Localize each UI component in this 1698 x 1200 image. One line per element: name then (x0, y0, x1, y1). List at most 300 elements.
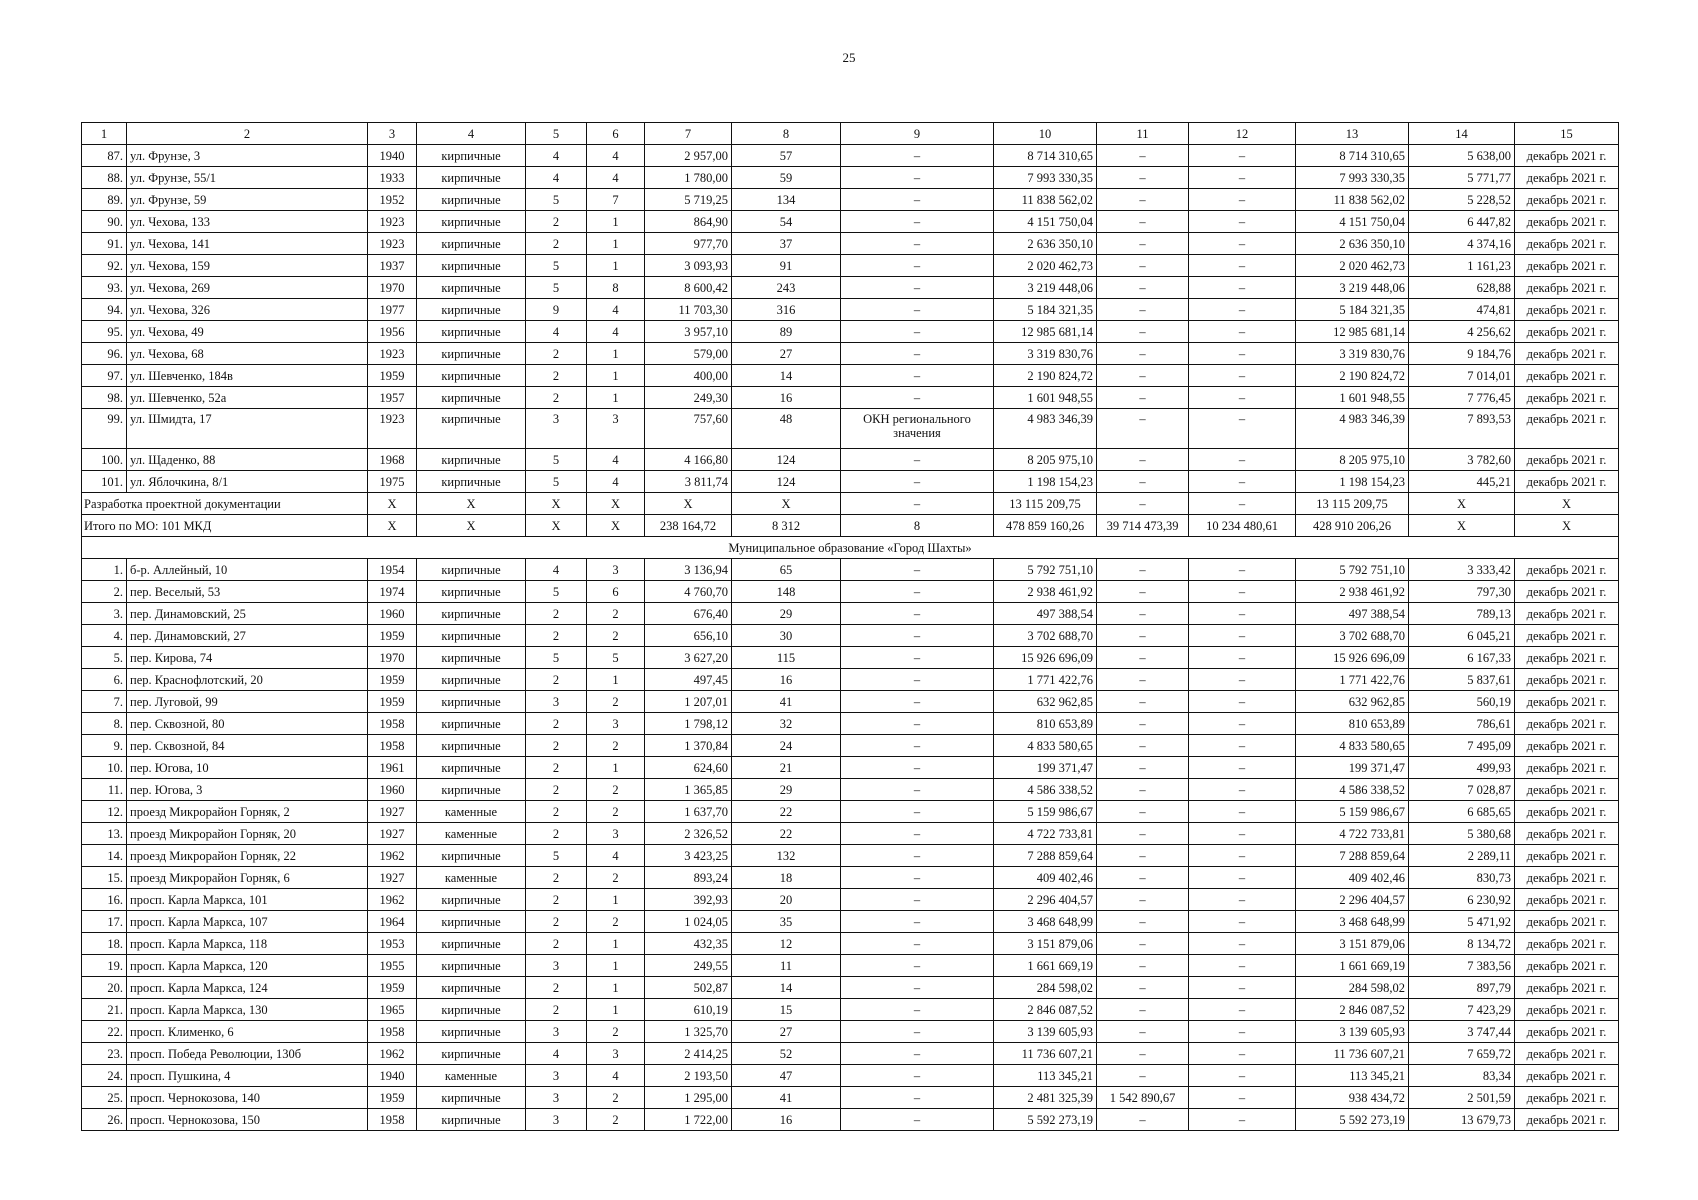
cost-per-sqm-cell: 499,93 (1409, 757, 1515, 779)
floors-cell: 3 (526, 1109, 587, 1131)
other-cost-cell: 810 653,89 (1296, 713, 1409, 735)
owners-cost-cell: – (1189, 625, 1296, 647)
row-number-cell: 101. (82, 471, 127, 493)
total-cost-cell: 8 714 310,65 (994, 145, 1097, 167)
completion-date-cell: декабрь 2021 г. (1515, 1065, 1619, 1087)
fund-cost-cell: – (1097, 911, 1189, 933)
year-built-cell: 1961 (368, 757, 417, 779)
address-cell: проезд Микрорайон Горняк, 6 (127, 867, 368, 889)
area-cell: 977,70 (645, 233, 732, 255)
column-number-row (82, 123, 1619, 145)
entrances-cell: 4 (587, 321, 645, 343)
cost-per-sqm-cell: 6 447,82 (1409, 211, 1515, 233)
owners-cost-cell: – (1189, 977, 1296, 999)
summary-label: Разработка проектной документации (82, 493, 368, 515)
address-cell: просп. Карла Маркса, 118 (127, 933, 368, 955)
area-cell: 757,60 (645, 409, 732, 449)
table-row (82, 647, 1619, 669)
area-cell: 624,60 (645, 757, 732, 779)
row-number-cell: 3. (82, 603, 127, 625)
wall-material-cell: кирпичные (417, 471, 526, 493)
owners-cost-cell: – (1189, 889, 1296, 911)
summary-value-cell: – (1189, 493, 1296, 515)
completion-date-cell: декабрь 2021 г. (1515, 471, 1619, 493)
owners-cost-cell: – (1189, 233, 1296, 255)
wall-material-cell: кирпичные (417, 713, 526, 735)
residents-cell: 59 (732, 167, 841, 189)
entrances-cell: 4 (587, 145, 645, 167)
cost-per-sqm-cell: 5 380,68 (1409, 823, 1515, 845)
year-built-cell: 1960 (368, 779, 417, 801)
wall-material-cell: кирпичные (417, 365, 526, 387)
fund-cost-cell: – (1097, 299, 1189, 321)
address-cell: просп. Победа Революции, 130б (127, 1043, 368, 1065)
year-built-cell: 1927 (368, 867, 417, 889)
okn-status-cell: ОКН регионального значения (841, 409, 994, 449)
okn-status-cell: – (841, 955, 994, 977)
address-cell: пер. Сквозной, 84 (127, 735, 368, 757)
okn-status-cell: – (841, 801, 994, 823)
fund-cost-cell: – (1097, 387, 1189, 409)
residents-cell: 89 (732, 321, 841, 343)
fund-cost-cell: – (1097, 449, 1189, 471)
completion-date-cell: декабрь 2021 г. (1515, 409, 1619, 449)
year-built-cell: 1927 (368, 823, 417, 845)
entrances-cell: 3 (587, 409, 645, 449)
residents-cell: 16 (732, 1109, 841, 1131)
total-cost-cell: 3 219 448,06 (994, 277, 1097, 299)
year-built-cell: 1933 (368, 167, 417, 189)
residents-cell: 16 (732, 387, 841, 409)
other-cost-cell: 3 319 830,76 (1296, 343, 1409, 365)
cost-per-sqm-cell: 5 837,61 (1409, 669, 1515, 691)
total-cost-cell: 3 702 688,70 (994, 625, 1097, 647)
fund-cost-cell: – (1097, 1021, 1189, 1043)
year-built-cell: 1965 (368, 999, 417, 1021)
row-number-cell: 12. (82, 801, 127, 823)
wall-material-cell: кирпичные (417, 669, 526, 691)
owners-cost-cell: – (1189, 669, 1296, 691)
total-cost-cell: 1 771 422,76 (994, 669, 1097, 691)
fund-cost-cell: – (1097, 625, 1189, 647)
entrances-cell: 2 (587, 779, 645, 801)
floors-cell: 2 (526, 999, 587, 1021)
fund-cost-cell: – (1097, 343, 1189, 365)
wall-material-cell: кирпичные (417, 955, 526, 977)
area-cell: 3 811,74 (645, 471, 732, 493)
summary-value-cell: 13 115 209,75 (994, 493, 1097, 515)
row-number-cell: 19. (82, 955, 127, 977)
total-cost-cell: 2 938 461,92 (994, 581, 1097, 603)
residents-cell: 54 (732, 211, 841, 233)
table-row (82, 1087, 1619, 1109)
fund-cost-cell: – (1097, 167, 1189, 189)
total-cost-cell: 5 159 986,67 (994, 801, 1097, 823)
wall-material-cell: кирпичные (417, 233, 526, 255)
residents-cell: 14 (732, 977, 841, 999)
entrances-cell: 3 (587, 823, 645, 845)
summary-value-cell: – (1097, 493, 1189, 515)
cost-per-sqm-cell: 8 134,72 (1409, 933, 1515, 955)
summary-value-cell: 39 714 473,39 (1097, 515, 1189, 537)
year-built-cell: 1957 (368, 387, 417, 409)
total-cost-cell: 1 661 669,19 (994, 955, 1097, 977)
completion-date-cell: декабрь 2021 г. (1515, 233, 1619, 255)
address-cell: ул. Яблочкина, 8/1 (127, 471, 368, 493)
owners-cost-cell: – (1189, 189, 1296, 211)
residents-cell: 115 (732, 647, 841, 669)
cost-per-sqm-cell: 3 782,60 (1409, 449, 1515, 471)
okn-status-cell: – (841, 713, 994, 735)
address-cell: ул. Шевченко, 52а (127, 387, 368, 409)
column-number-cell: 8 (732, 123, 841, 145)
total-cost-cell: 4 151 750,04 (994, 211, 1097, 233)
completion-date-cell: декабрь 2021 г. (1515, 889, 1619, 911)
cost-per-sqm-cell: 7 014,01 (1409, 365, 1515, 387)
row-number-cell: 100. (82, 449, 127, 471)
completion-date-cell: декабрь 2021 г. (1515, 1043, 1619, 1065)
fund-cost-cell: – (1097, 999, 1189, 1021)
other-cost-cell: 1 601 948,55 (1296, 387, 1409, 409)
okn-status-cell: – (841, 757, 994, 779)
residents-cell: 15 (732, 999, 841, 1021)
table-row (82, 343, 1619, 365)
floors-cell: 4 (526, 145, 587, 167)
cost-per-sqm-cell: 5 471,92 (1409, 911, 1515, 933)
owners-cost-cell: – (1189, 647, 1296, 669)
other-cost-cell: 2 846 087,52 (1296, 999, 1409, 1021)
page-number: 25 (842, 50, 856, 65)
owners-cost-cell: – (1189, 387, 1296, 409)
cost-per-sqm-cell: 7 659,72 (1409, 1043, 1515, 1065)
other-cost-cell: 199 371,47 (1296, 757, 1409, 779)
fund-cost-cell: 1 542 890,67 (1097, 1087, 1189, 1109)
okn-status-cell: – (841, 167, 994, 189)
fund-cost-cell: – (1097, 1065, 1189, 1087)
area-cell: 2 414,25 (645, 1043, 732, 1065)
okn-status-cell: – (841, 343, 994, 365)
wall-material-cell: кирпичные (417, 189, 526, 211)
completion-date-cell: декабрь 2021 г. (1515, 977, 1619, 999)
row-number-cell: 90. (82, 211, 127, 233)
year-built-cell: 1952 (368, 189, 417, 211)
entrances-cell: 1 (587, 365, 645, 387)
fund-cost-cell: – (1097, 277, 1189, 299)
floors-cell: 2 (526, 713, 587, 735)
wall-material-cell: кирпичные (417, 1109, 526, 1131)
owners-cost-cell: – (1189, 559, 1296, 581)
table-row (82, 1065, 1619, 1087)
other-cost-cell: 5 592 273,19 (1296, 1109, 1409, 1131)
entrances-cell: 2 (587, 691, 645, 713)
floors-cell: 3 (526, 1065, 587, 1087)
other-cost-cell: 3 219 448,06 (1296, 277, 1409, 299)
row-number-cell: 5. (82, 647, 127, 669)
wall-material-cell: кирпичные (417, 691, 526, 713)
year-built-cell: 1964 (368, 911, 417, 933)
summary-value-cell: Х (417, 493, 526, 515)
column-number-cell: 7 (645, 123, 732, 145)
floors-cell: 2 (526, 867, 587, 889)
okn-status-cell: – (841, 911, 994, 933)
other-cost-cell: 4 833 580,65 (1296, 735, 1409, 757)
residents-cell: 29 (732, 603, 841, 625)
area-cell: 502,87 (645, 977, 732, 999)
total-cost-cell: 1 601 948,55 (994, 387, 1097, 409)
table-row (82, 823, 1619, 845)
fund-cost-cell: – (1097, 1043, 1189, 1065)
wall-material-cell: каменные (417, 1065, 526, 1087)
residents-cell: 316 (732, 299, 841, 321)
area-cell: 249,30 (645, 387, 732, 409)
cost-per-sqm-cell: 7 423,29 (1409, 999, 1515, 1021)
other-cost-cell: 3 151 879,06 (1296, 933, 1409, 955)
year-built-cell: 1962 (368, 889, 417, 911)
cost-per-sqm-cell: 786,61 (1409, 713, 1515, 735)
column-number-cell: 6 (587, 123, 645, 145)
floors-cell: 3 (526, 1087, 587, 1109)
table-row (82, 277, 1619, 299)
residents-cell: 22 (732, 823, 841, 845)
residents-cell: 22 (732, 801, 841, 823)
area-cell: 1 365,85 (645, 779, 732, 801)
total-cost-cell: 810 653,89 (994, 713, 1097, 735)
address-cell: проезд Микрорайон Горняк, 20 (127, 823, 368, 845)
completion-date-cell: декабрь 2021 г. (1515, 1109, 1619, 1131)
cost-per-sqm-cell: 3 333,42 (1409, 559, 1515, 581)
cost-per-sqm-cell: 830,73 (1409, 867, 1515, 889)
address-cell: ул. Чехова, 133 (127, 211, 368, 233)
address-cell: пер. Динамовский, 27 (127, 625, 368, 647)
cost-per-sqm-cell: 5 771,77 (1409, 167, 1515, 189)
other-cost-cell: 11 736 607,21 (1296, 1043, 1409, 1065)
wall-material-cell: кирпичные (417, 625, 526, 647)
address-cell: ул. Фрунзе, 59 (127, 189, 368, 211)
owners-cost-cell: – (1189, 845, 1296, 867)
fund-cost-cell: – (1097, 409, 1189, 449)
owners-cost-cell: – (1189, 999, 1296, 1021)
total-cost-cell: 409 402,46 (994, 867, 1097, 889)
total-cost-cell: 11 736 607,21 (994, 1043, 1097, 1065)
residents-cell: 65 (732, 559, 841, 581)
cost-per-sqm-cell: 789,13 (1409, 603, 1515, 625)
fund-cost-cell: – (1097, 955, 1189, 977)
row-number-cell: 16. (82, 889, 127, 911)
total-cost-cell: 7 288 859,64 (994, 845, 1097, 867)
total-cost-cell: 2 296 404,57 (994, 889, 1097, 911)
okn-status-cell: – (841, 1021, 994, 1043)
okn-status-cell: – (841, 233, 994, 255)
residents-cell: 11 (732, 955, 841, 977)
owners-cost-cell: – (1189, 713, 1296, 735)
completion-date-cell: декабрь 2021 г. (1515, 713, 1619, 735)
area-cell: 1 722,00 (645, 1109, 732, 1131)
entrances-cell: 3 (587, 559, 645, 581)
residents-cell: 124 (732, 449, 841, 471)
other-cost-cell: 409 402,46 (1296, 867, 1409, 889)
wall-material-cell: кирпичные (417, 1043, 526, 1065)
table-row (82, 409, 1619, 449)
total-cost-cell: 2 846 087,52 (994, 999, 1097, 1021)
owners-cost-cell: – (1189, 955, 1296, 977)
wall-material-cell: кирпичные (417, 1021, 526, 1043)
table-row (82, 757, 1619, 779)
entrances-cell: 2 (587, 603, 645, 625)
okn-status-cell: – (841, 211, 994, 233)
okn-status-cell: – (841, 1065, 994, 1087)
area-cell: 392,93 (645, 889, 732, 911)
owners-cost-cell: – (1189, 1065, 1296, 1087)
entrances-cell: 2 (587, 911, 645, 933)
year-built-cell: 1962 (368, 1043, 417, 1065)
cost-per-sqm-cell: 6 685,65 (1409, 801, 1515, 823)
okn-status-cell: – (841, 999, 994, 1021)
other-cost-cell: 1 771 422,76 (1296, 669, 1409, 691)
residents-cell: 41 (732, 691, 841, 713)
completion-date-cell: декабрь 2021 г. (1515, 603, 1619, 625)
floors-cell: 5 (526, 845, 587, 867)
floors-cell: 3 (526, 1021, 587, 1043)
housing-repair-table (81, 122, 1619, 1131)
fund-cost-cell: – (1097, 647, 1189, 669)
year-built-cell: 1959 (368, 1087, 417, 1109)
cost-per-sqm-cell: 560,19 (1409, 691, 1515, 713)
area-cell: 497,45 (645, 669, 732, 691)
entrances-cell: 5 (587, 647, 645, 669)
completion-date-cell: декабрь 2021 г. (1515, 189, 1619, 211)
area-cell: 1 024,05 (645, 911, 732, 933)
row-number-cell: 11. (82, 779, 127, 801)
row-number-cell: 88. (82, 167, 127, 189)
address-cell: ул. Щаденко, 88 (127, 449, 368, 471)
entrances-cell: 1 (587, 933, 645, 955)
fund-cost-cell: – (1097, 713, 1189, 735)
year-built-cell: 1970 (368, 647, 417, 669)
year-built-cell: 1975 (368, 471, 417, 493)
total-cost-cell: 497 388,54 (994, 603, 1097, 625)
total-cost-cell: 1 198 154,23 (994, 471, 1097, 493)
completion-date-cell: декабрь 2021 г. (1515, 255, 1619, 277)
wall-material-cell: кирпичные (417, 933, 526, 955)
owners-cost-cell: – (1189, 735, 1296, 757)
summary-value-cell: Х (645, 493, 732, 515)
entrances-cell: 1 (587, 387, 645, 409)
total-cost-cell: 199 371,47 (994, 757, 1097, 779)
okn-status-cell: – (841, 977, 994, 999)
cost-per-sqm-cell: 7 776,45 (1409, 387, 1515, 409)
okn-status-cell: – (841, 255, 994, 277)
wall-material-cell: кирпичные (417, 911, 526, 933)
table-row (82, 1021, 1619, 1043)
row-number-cell: 14. (82, 845, 127, 867)
okn-status-cell: – (841, 1087, 994, 1109)
wall-material-cell: кирпичные (417, 977, 526, 999)
address-cell: б-р. Аллейный, 10 (127, 559, 368, 581)
year-built-cell: 1940 (368, 145, 417, 167)
year-built-cell: 1974 (368, 581, 417, 603)
completion-date-cell: декабрь 2021 г. (1515, 1087, 1619, 1109)
floors-cell: 3 (526, 409, 587, 449)
cost-per-sqm-cell: 897,79 (1409, 977, 1515, 999)
table-row (82, 449, 1619, 471)
wall-material-cell: каменные (417, 801, 526, 823)
column-number-cell: 4 (417, 123, 526, 145)
table-row (82, 735, 1619, 757)
table-row (82, 1043, 1619, 1065)
cost-per-sqm-cell: 445,21 (1409, 471, 1515, 493)
row-number-cell: 97. (82, 365, 127, 387)
other-cost-cell: 4 586 338,52 (1296, 779, 1409, 801)
wall-material-cell: каменные (417, 867, 526, 889)
entrances-cell: 1 (587, 669, 645, 691)
summary-value-cell: 13 115 209,75 (1296, 493, 1409, 515)
entrances-cell: 8 (587, 277, 645, 299)
total-cost-cell: 2 020 462,73 (994, 255, 1097, 277)
address-cell: ул. Чехова, 326 (127, 299, 368, 321)
okn-status-cell: – (841, 669, 994, 691)
area-cell: 3 627,20 (645, 647, 732, 669)
cost-per-sqm-cell: 474,81 (1409, 299, 1515, 321)
completion-date-cell: декабрь 2021 г. (1515, 911, 1619, 933)
area-cell: 1 295,00 (645, 1087, 732, 1109)
owners-cost-cell: – (1189, 801, 1296, 823)
completion-date-cell: декабрь 2021 г. (1515, 669, 1619, 691)
other-cost-cell: 3 139 605,93 (1296, 1021, 1409, 1043)
row-number-cell: 4. (82, 625, 127, 647)
summary-value-cell: 478 859 160,26 (994, 515, 1097, 537)
completion-date-cell: декабрь 2021 г. (1515, 999, 1619, 1021)
other-cost-cell: 7 288 859,64 (1296, 845, 1409, 867)
year-built-cell: 1960 (368, 603, 417, 625)
owners-cost-cell: – (1189, 145, 1296, 167)
other-cost-cell: 2 190 824,72 (1296, 365, 1409, 387)
completion-date-cell: декабрь 2021 г. (1515, 581, 1619, 603)
row-number-cell: 13. (82, 823, 127, 845)
row-number-cell: 18. (82, 933, 127, 955)
address-cell: ул. Фрунзе, 55/1 (127, 167, 368, 189)
row-number-cell: 87. (82, 145, 127, 167)
column-number-cell: 5 (526, 123, 587, 145)
fund-cost-cell: – (1097, 757, 1189, 779)
owners-cost-cell: – (1189, 757, 1296, 779)
owners-cost-cell: – (1189, 867, 1296, 889)
area-cell: 3 093,93 (645, 255, 732, 277)
floors-cell: 2 (526, 603, 587, 625)
area-cell: 1 325,70 (645, 1021, 732, 1043)
total-cost-cell: 3 319 830,76 (994, 343, 1097, 365)
owners-cost-cell: – (1189, 1109, 1296, 1131)
okn-status-cell: – (841, 449, 994, 471)
floors-cell: 4 (526, 559, 587, 581)
area-cell: 1 780,00 (645, 167, 732, 189)
fund-cost-cell: – (1097, 189, 1189, 211)
fund-cost-cell: – (1097, 845, 1189, 867)
table-row (82, 145, 1619, 167)
entrances-cell: 1 (587, 343, 645, 365)
address-cell: просп. Чернокозова, 150 (127, 1109, 368, 1131)
table-row (82, 365, 1619, 387)
total-cost-cell: 7 993 330,35 (994, 167, 1097, 189)
table-row (82, 933, 1619, 955)
row-number-cell: 15. (82, 867, 127, 889)
total-cost-cell: 5 592 273,19 (994, 1109, 1097, 1131)
area-cell: 400,00 (645, 365, 732, 387)
owners-cost-cell: – (1189, 1087, 1296, 1109)
entrances-cell: 2 (587, 1109, 645, 1131)
address-cell: пер. Веселый, 53 (127, 581, 368, 603)
row-number-cell: 96. (82, 343, 127, 365)
address-cell: пер. Динамовский, 25 (127, 603, 368, 625)
